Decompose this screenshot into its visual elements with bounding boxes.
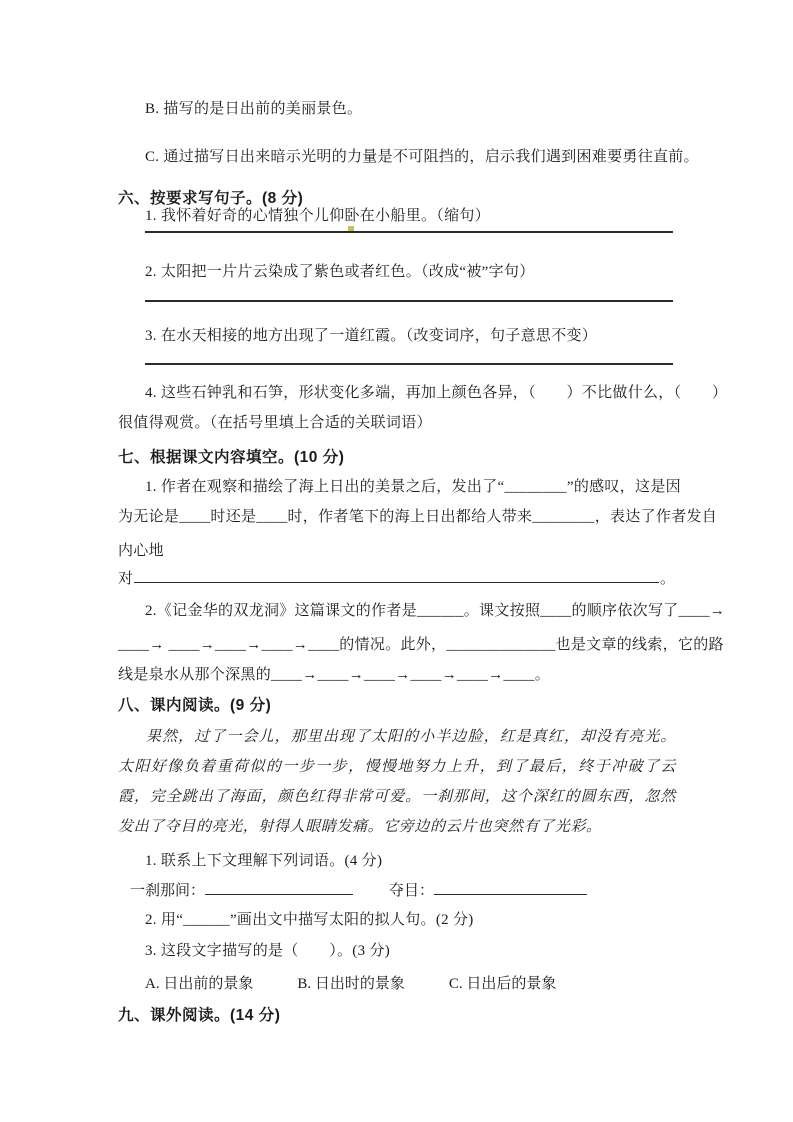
- term-answer-line-1: [205, 878, 353, 895]
- section-nine-heading: 九、课外阅读。(14 分): [118, 1007, 281, 1024]
- question-7-1-line3: 内心地: [118, 543, 164, 559]
- question-6-2: 2. 太阳把一片片云染成了紫色或者红色。（改成“被”字句）: [145, 264, 535, 280]
- term-answer-line-2: [434, 878, 587, 895]
- term-label-yichanajian: 一刹那间：: [130, 883, 206, 899]
- question-8-2: 2. 用“______”画出文中描写太阳的拟人句。(2 分): [145, 912, 474, 928]
- question-7-2-line3: 线是泉水从那个深黑的____→____→____→____→____→____。: [118, 667, 551, 683]
- term-label-duomu: 夺目：: [389, 883, 435, 899]
- question-6-4-line1: 4. 这些石钟乳和石笋，形状变化多端，再加上颜色各异，（ ）不比做什么，（ ）: [145, 385, 728, 401]
- long-answer-line: [134, 565, 659, 583]
- question-6-4-line2: 很值得观赏。（在括号里填上合适的关联词语）: [118, 415, 432, 431]
- question-7-2-line2: ____→ ____→____→____→____的情况。此外，______________也是文章的线索，它的路: [118, 637, 724, 653]
- option-a: A. 日出前的景象: [145, 976, 254, 992]
- section-six-heading: 六、按要求写句子。(8 分): [118, 190, 304, 207]
- option-c: C. 日出后的景象: [448, 976, 557, 992]
- question-8-1: 1. 联系上下文理解下列词语。(4 分): [145, 853, 383, 869]
- question-6-1: 1. 我怀着好奇的心情独个儿仰卧在小船里。（缩句）: [145, 208, 491, 224]
- question-6-3: 3. 在水天相接的地方出现了一道红霞。（改变词序，句子意思不变）: [145, 328, 598, 344]
- scan-artifact-mark: [348, 226, 354, 231]
- answer-line-6-2: [145, 300, 673, 302]
- section-seven-heading: 七、根据课文内容填空。(10 分): [118, 449, 345, 466]
- question-7-1-line1: 1. 作者在观察和描绘了海上日出的美景之后，发出了“________”的感叹，这是因: [145, 479, 681, 495]
- question-8-1-terms: [130, 878, 600, 900]
- question-7-2-line1: 2.《记金华的双龙洞》这篇课文的作者是______。课文按照____的顺序依次写了____→: [145, 603, 726, 619]
- choice-option-b: B. 描写的是日出前的美丽景色。: [145, 101, 363, 117]
- answer-line-6-3: [145, 363, 673, 365]
- fill-prefix: 对: [118, 571, 134, 587]
- reading-passage: 果然，过了一会儿，那里出现了太阳的小半边脸，红是真红，却没有亮光。太阳好像负着重荷似的一步一步，慢慢地努力上升，到了最后，终于冲破了云霞，完全跳出了海面，颜色红得非常可爱。一刹那间，这个深红的圆东西，忽然发出了夺目的亮光，射得人眼睛发痛。它旁边的云片也突然有了光彩。: [118, 729, 676, 835]
- question-8-3-options: [145, 973, 556, 995]
- option-b: B. 日出时的景象: [297, 976, 405, 992]
- question-7-1-line4: [118, 565, 675, 587]
- section-eight-heading: 八、课内阅读。(9 分): [118, 697, 272, 714]
- answer-line-6-1: [145, 231, 673, 233]
- fill-suffix: 。: [659, 571, 675, 587]
- choice-option-c: C. 通过描写日出来暗示光明的力量是不可阻挡的，启示我们遇到困难要勇往直前。: [145, 149, 699, 165]
- question-7-1-line2: 为无论是____时还是____时，作者笔下的海上日出都给人带来________，表达了作者发自: [118, 509, 718, 525]
- question-8-3: 3. 这段文字描写的是（ ）。(3 分): [145, 943, 391, 959]
